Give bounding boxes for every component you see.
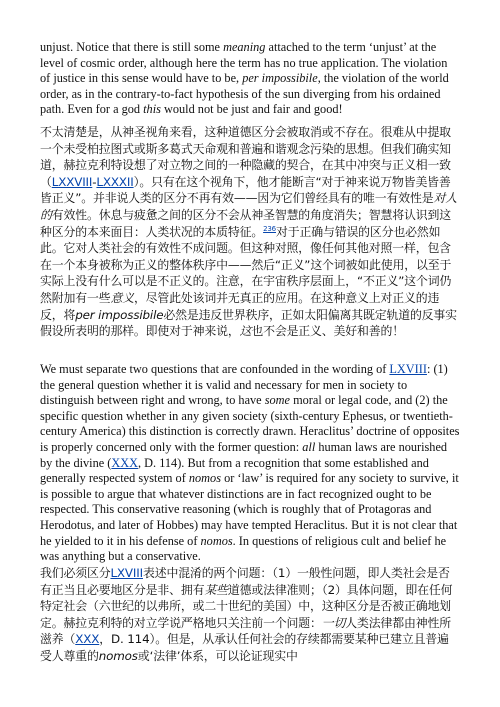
footnote-link-236[interactable]: 236 (263, 224, 276, 233)
emphasis: 意义 (110, 290, 134, 305)
text: moral or legal code, and (2) the specific question whether in any given society (sixth-century Ephesus, or twentieth-century America) this distinction is correctly drawn. Heraclitus’ doctrine of opposites is properly concerned only with the former question: (40, 393, 460, 454)
emphasis: all (302, 439, 316, 454)
fragment-link-lxxxii[interactable]: LXXXII (96, 174, 134, 189)
text: We must separate two questions that are confounded in the wording of (40, 362, 390, 376)
text: , D. 114). But from a recognition that some established and generally respected system of (40, 455, 429, 486)
text: - (92, 174, 97, 189)
emphasis: per impossibile (242, 71, 318, 86)
english-paragraph-1 (40, 40, 460, 118)
emphasis: 某些 (204, 582, 228, 597)
fragment-link-lxviii[interactable]: LXVIII (389, 362, 427, 376)
emphasis: this (143, 102, 161, 117)
emphasis: some (264, 393, 290, 408)
emphasis: meaning (223, 40, 266, 54)
text: unjust. Notice that there is still some (40, 40, 224, 54)
emphasis: 这 (239, 324, 252, 339)
emphasis: nomos (98, 648, 138, 663)
text: 表述中混淆的两个问题：（1）一般性问题，即人类社会是否有正当且必要地区分是非、拥有 (40, 566, 450, 597)
text: attached to the term ‘unjust’ at the level of cosmic order, although here the term has no true application. The violation of justice in this sense would have to be, (40, 40, 448, 86)
text: 必然是违反世界秩序，正如太阳偏离其既定轨道的反事实假设所表明的那样。即使对于神来说， (40, 307, 457, 339)
text: 道德或法律准则；（2）具体问题，即在任何特定社会（六世纪的以弗所，或二十世纪的美国）中，这种区分是否被正确地划定。赫拉克利特的对立学说严格地只关注前一个问题： (40, 582, 453, 630)
text: 对于正确与错误的区分也必然如此。它对人类社会的有效性不成问题。但这种对照，像任何其他对照一样，包含在一个本身被称为正义的整体秩序中——然后“正义”这个词被如此使用，以至于实际上没有什么可以是不正义的。注意，在宇宙秩序层面上，“不正义”这个词仍然附加有一些 (40, 224, 452, 305)
fragment-link-xxx[interactable]: XXX (75, 632, 100, 647)
fragment-link-xxx[interactable]: XXX (111, 455, 139, 470)
text: ，D. 114）。但是，从承认任何社会的存续都需要某种已建立且普遍受人尊重的 (40, 632, 449, 663)
text: or ‘law’ is required for any society to survive, it is possible to argue that whatever distinctions are in fact recognized ought to be respected. This conservative reasoning (which is roughly that of Protagoras and Herodotus, and later of Hobbes) may have tempted Heraclitus. But it is not clear that he yielded to it in his defense of (40, 471, 459, 548)
emphasis: nomos (200, 533, 233, 548)
text: , the violation of the world order, as in the contrary-to-fact hypothesis of the sun diverging from his ordained path. Even for a god (40, 71, 449, 117)
emphasis: 对人的 (40, 191, 457, 222)
text: would not be just and fair and good! (160, 102, 343, 117)
text: 人类法律都由神性所滋养（ (40, 615, 451, 647)
text: 也不会是正义、美好和善的！ (251, 324, 404, 339)
text: . In questions of religious cult and belief he was anything but a conservative. (40, 533, 447, 564)
emphasis: per impossibile (75, 307, 164, 322)
text: 或‘法律’体系，可以论证现实中 (137, 648, 298, 663)
emphasis: nomos (188, 471, 221, 486)
text: : (1) the general question whether it is valid and necessary for men in society to distinguish between right and wrong, to have (40, 362, 448, 408)
chinese-paragraph-1 (40, 124, 460, 340)
english-paragraph-2 (40, 362, 460, 565)
emphasis: 一切 (321, 615, 346, 630)
text: 不太清楚是，从神圣视角来看，这种道德区分会被取消或不存在。很难从中提取一个未受柏拉图式或斯多葛式天命观和普遍和谐观念污染的思想。但我们确实知道，赫拉克利特设想了对立物之间的一种隐藏的契合，在其中冲突与正义相一致（ (40, 125, 451, 189)
text: ，尽管此处该词并无真正的应用。在这种意义上对正义的违反，将 (40, 290, 440, 322)
chinese-paragraph-2 (40, 565, 460, 665)
fragment-link-lxxviii[interactable]: LXXVIII (51, 174, 93, 189)
text: 有效性。休息与疲惫之间的区分不会从神圣智慧的角度消失；智慧将认识到这种区分的本来面目：人类状况的本质特征。 (40, 207, 451, 239)
text: 我们必须区分 (40, 566, 111, 580)
text: ）。只有在这个视角下，他才能断言“对于神来说万物皆美皆善皆正义”。并非说人类的区分不再有效——因为它们曾经具有的唯一有效性是 (40, 174, 451, 206)
text: human laws are nourished by the divine ( (40, 439, 448, 470)
fragment-link-lxviii[interactable]: LXVIII (110, 566, 143, 580)
